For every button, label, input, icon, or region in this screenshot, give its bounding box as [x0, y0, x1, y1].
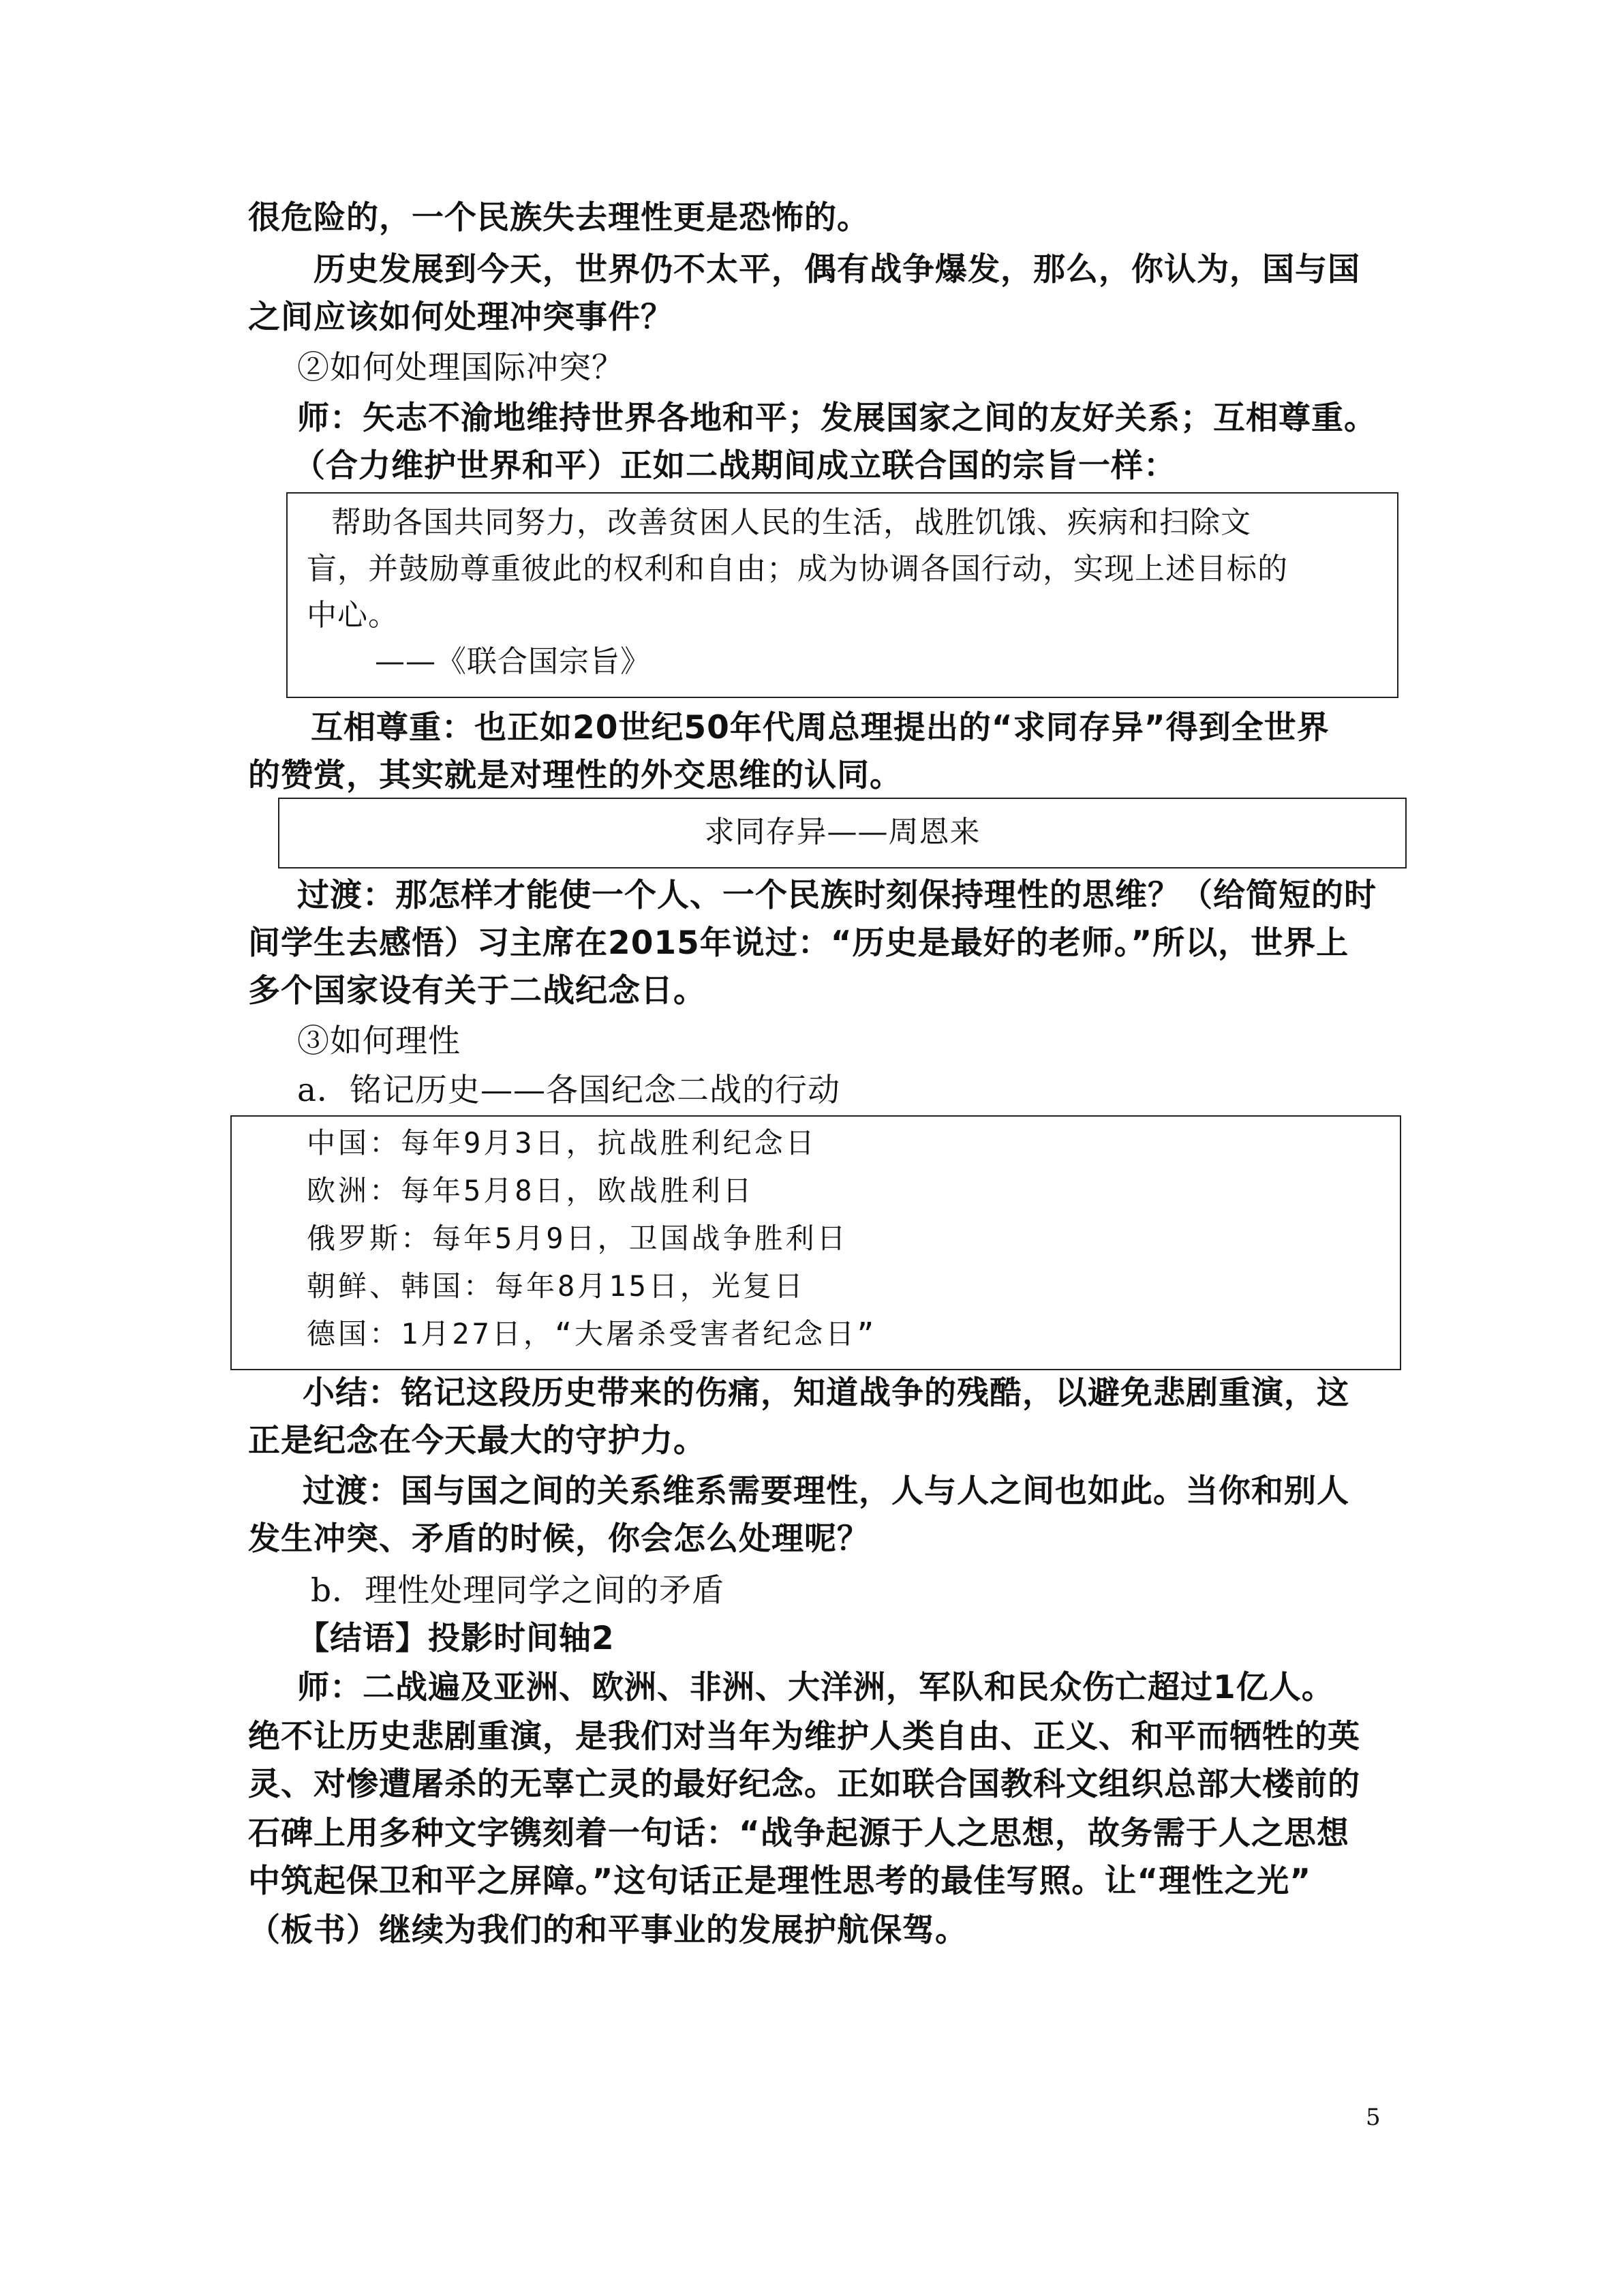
paragraph-summary-line2: 正是纪念在今天最大的守护力。	[248, 1422, 706, 1460]
memorial-days-box	[230, 1115, 1401, 1370]
un-purpose-box	[286, 492, 1398, 698]
paragraph-conclusion-line1: 师：二战遍及亚洲、欧洲、非洲、大洋洲，军队和民众伤亡超过1亿人。	[297, 1669, 1334, 1706]
paragraph-conclusion-line2: 绝不让历史悲剧重演，是我们对当年为维护人类自由、正义、和平而牺牲的英	[248, 1718, 1360, 1755]
heading-classmate-conflict: b．理性处理同学之间的矛盾	[311, 1572, 725, 1610]
un-purpose-source: ——《联合国宗旨》	[375, 644, 651, 679]
memorial-day-europe: 欧洲：每年5月8日，欧战胜利日	[307, 1174, 754, 1207]
page-number: 5	[1366, 2104, 1381, 2131]
heading-remember-history: a．铭记历史——各国纪念二战的行动	[297, 1072, 841, 1109]
paragraph-transition-line1: 过渡：那怎样才能使一个人、一个民族时刻保持理性的思维？（给简短的时	[297, 877, 1377, 914]
paragraph-transition2-line2: 发生冲突、矛盾的时候，你会怎么处理呢？	[248, 1520, 870, 1558]
un-purpose-line2: 盲，并鼓励尊重彼此的权利和自由；成为协调各国行动，实现上述目标的	[307, 552, 1288, 586]
memorial-day-china: 中国：每年9月3日，抗战胜利纪念日	[307, 1126, 817, 1160]
un-purpose-line3: 中心。	[307, 598, 399, 633]
paragraph-conclusion-line3: 灵、对惨遭屠杀的无辜亡灵的最好纪念。正如联合国教科文组织总部大楼前的	[248, 1766, 1360, 1803]
memorial-day-russia: 俄罗斯：每年5月9日，卫国战争胜利日	[307, 1222, 848, 1255]
paragraph-conclusion-line6: （板书）继续为我们的和平事业的发展护航保驾。	[248, 1912, 968, 1949]
paragraph-teacher-peace-line2: （合力维护世界和平）正如二战期间成立联合国的宗旨一样：	[293, 447, 1176, 485]
heading-handle-conflict: ②如何处理国际冲突？	[297, 349, 624, 387]
paragraph-continuation: 很危险的，一个民族失去理性更是恐怖的。	[248, 199, 870, 237]
un-purpose-line1: 帮助各国共同努力，改善贫困人民的生活，战胜饥饿、疾病和扫除文	[331, 505, 1251, 540]
paragraph-transition-line3: 多个国家设有关于二战纪念日。	[248, 972, 706, 1010]
quote-box	[278, 798, 1407, 868]
paragraph-teacher-peace-line1: 师：矢志不渝地维持世界各地和平；发展国家之间的友好关系；互相尊重。	[297, 399, 1377, 437]
paragraph-transition2-line1: 过渡：国与国之间的关系维系需要理性，人与人之间也如此。当你和别人	[303, 1472, 1349, 1510]
paragraph-history-today-line2: 之间应该如何处理冲突事件？	[248, 299, 673, 336]
paragraph-summary-line1: 小结：铭记这段历史带来的伤痛，知道战争的残酷，以避免悲剧重演，这	[303, 1374, 1349, 1412]
paragraph-mutual-respect-line1: 互相尊重：也正如20世纪50年代周总理提出的“求同存异”得到全世界	[311, 709, 1330, 746]
memorial-day-germany: 德国：1月27日，“大屠杀受害者纪念日”	[307, 1317, 877, 1350]
paragraph-conclusion-line4: 石碑上用多种文字镌刻着一句话：“战争起源于人之思想，故务需于人之思想	[248, 1815, 1349, 1852]
heading-how-rational: ③如何理性	[297, 1023, 461, 1060]
heading-conclusion: 【结语】投影时间轴2	[297, 1620, 615, 1657]
paragraph-mutual-respect-line2: 的赞赏，其实就是对理性的外交思维的认同。	[248, 757, 902, 794]
paragraph-history-today-line1: 历史发展到今天，世界仍不太平，偶有战争爆发，那么，你认为，国与国	[313, 251, 1360, 288]
quote-text: 求同存异——周恩来	[704, 815, 981, 849]
memorial-day-korea: 朝鲜、韩国：每年8月15日，光复日	[307, 1269, 806, 1303]
paragraph-conclusion-line5: 中筑起保卫和平之屏障。”这句话正是理性思考的最佳写照。让“理性之光”	[248, 1862, 1312, 1900]
paragraph-transition-line2: 间学生去感悟）习主席在2015年说过：“历史是最好的老师。”所以，世界上	[248, 924, 1349, 962]
